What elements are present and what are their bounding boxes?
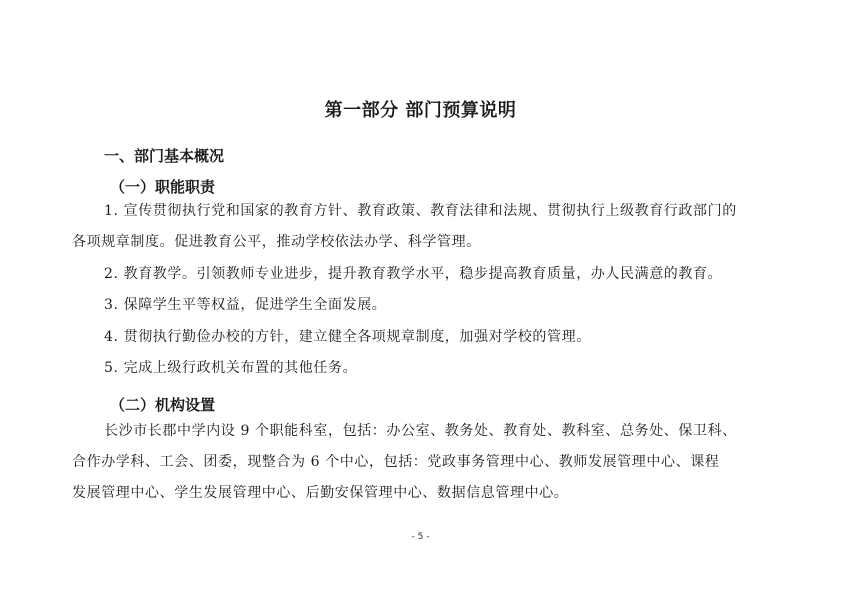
duty-item-2-line-1: 2. 教育教学。引领教师专业进步，提升教育教学水平，稳步提高教育质量，办人民满意的教育。 xyxy=(104,266,723,282)
structure-line-1: 长沙市长郡中学内设 9 个职能科室，包括：办公室、教务处、教育处、教科室、总务处、保卫科、 xyxy=(104,423,737,439)
page-number: - 5 - xyxy=(411,532,430,542)
duty-item-1-line-1: 1. 宣传贯彻执行党和国家的教育方针、教育政策、教育法律和法规、贯彻执行上级教育行政部门的 xyxy=(104,203,737,219)
subsection-heading-duties: （一）职能职责 xyxy=(110,178,216,196)
duty-item-3 xyxy=(104,290,744,321)
page-title: 第一部分 部门预算说明 xyxy=(324,100,517,121)
structure-line-3: 发展管理中心、学生发展管理中心、后勤安保管理中心、数据信息管理中心。 xyxy=(72,485,569,501)
duty-item-5 xyxy=(104,353,744,384)
duty-item-4-line-1: 4. 贯彻执行勤俭办校的方针，建立健全各项规章制度，加强对学校的管理。 xyxy=(104,329,591,345)
duty-item-5-line-1: 5. 完成上级行政机关布置的其他任务。 xyxy=(104,360,358,376)
duty-item-2 xyxy=(104,259,744,290)
duty-item-1 xyxy=(72,196,744,258)
subsection-heading-structure: （二）机构设置 xyxy=(110,396,216,414)
duty-item-3-line-1: 3. 保障学生平等权益，促进学生全面发展。 xyxy=(104,297,387,313)
duty-item-4 xyxy=(104,322,744,353)
duty-item-1-line-2: 各项规章制度。促进教育公平，推动学校依法办学、科学管理。 xyxy=(72,234,481,250)
structure-line-2: 合作办学科、工会、团委，现整合为 6 个中心，包括：党政事务管理中心、教师发展管理中心、课程 xyxy=(72,454,720,470)
structure-paragraph xyxy=(72,416,744,509)
section-heading-overview: 一、部门基本概况 xyxy=(104,147,225,165)
